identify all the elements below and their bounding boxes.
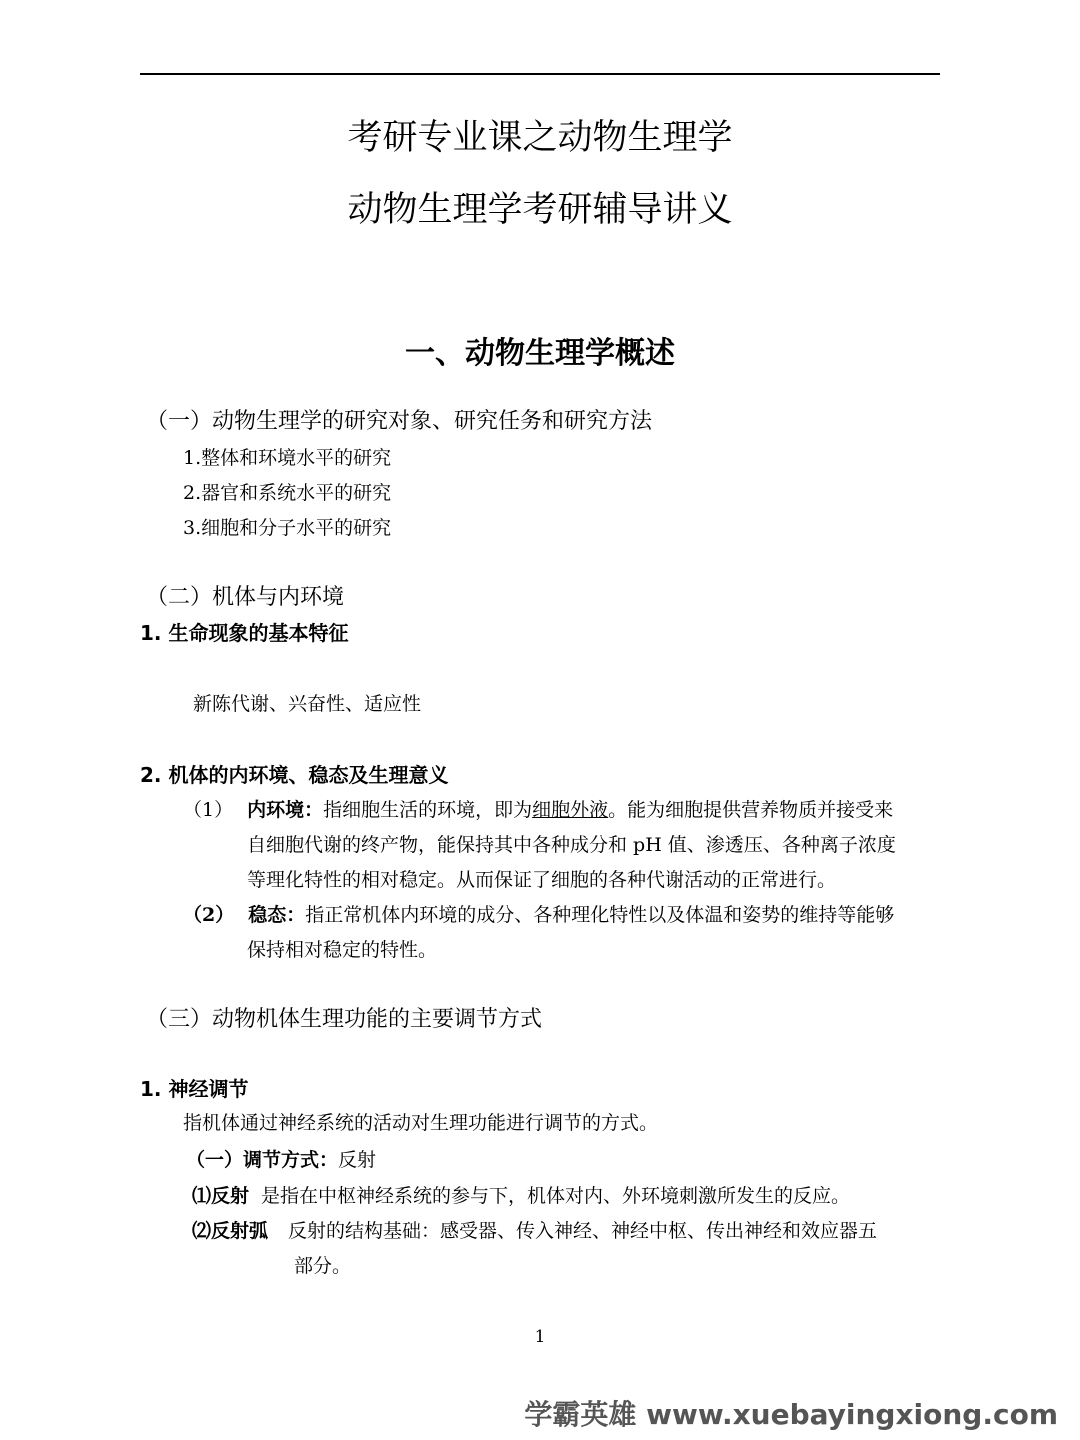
regulation-mode-value: 反射 — [338, 1149, 377, 1171]
reflex-arc-line — [192, 1216, 877, 1243]
section2-sub2-heading: 2. 机体的内环境、稳态及生理意义 — [140, 763, 449, 787]
section1-item-1: 1.整体和环境水平的研究 — [183, 447, 392, 469]
inner-env-line2: 自细胞代谢的终产物，能保持其中各种成分和 pH 值、渗透压、各种离子浓度 — [247, 834, 896, 856]
chapter-title: 一、动物生理学概述 — [405, 336, 675, 371]
inner-env-line3: 等理化特性的相对稳定。从而保证了细胞的各种代谢活动的正常进行。 — [247, 869, 837, 891]
inner-env-term: 内环境： — [247, 799, 324, 821]
regulation-mode-line — [186, 1145, 376, 1172]
reflex-text: 是指在中枢神经系统的参与下，机体对内、外环境刺激所发生的反应。 — [261, 1185, 851, 1207]
section1-item-2: 2.器官和系统水平的研究 — [183, 482, 392, 504]
doc-title-line1: 考研专业课之动物生理学 — [347, 118, 733, 158]
section2-heading: （二）机体与内环境 — [146, 585, 345, 610]
section2-sub1-text: 新陈代谢、兴奋性、适应性 — [193, 693, 422, 715]
neural-regulation-definition: 指机体通过神经系统的活动对生理功能进行调节的方式。 — [183, 1112, 659, 1134]
inner-env-number: （1） — [183, 799, 234, 821]
reflex-arc-label: ⑵反射弧 — [192, 1220, 269, 1242]
homeostasis-term: 稳态： — [248, 904, 306, 926]
homeostasis-number: （2） — [183, 904, 235, 926]
inner-env-item — [183, 795, 893, 822]
reflex-arc-text: 反射的结构基础：感受器、传入神经、神经中枢、传出神经和效应器五 — [288, 1220, 878, 1242]
homeostasis-item — [183, 900, 894, 927]
regulation-mode-label: （一）调节方式： — [186, 1149, 339, 1171]
reflex-line — [192, 1181, 850, 1208]
section1-heading: （一）动物生理学的研究对象、研究任务和研究方法 — [146, 409, 653, 434]
reflex-arc-line2: 部分。 — [294, 1255, 352, 1277]
watermark: 学霸英雄 www.xuebayingxiong.com — [524, 1398, 1058, 1431]
homeostasis-text-a: 指正常机体内环境的成分、各种理化特性以及体温和姿势的维持等能够 — [305, 904, 895, 926]
inner-env-text-b: 。能为细胞提供营养物质并接受来 — [608, 799, 894, 821]
extracellular-fluid-term: 细胞外液 — [532, 799, 609, 821]
section1-item-3: 3.细胞和分子水平的研究 — [183, 517, 392, 539]
inner-env-text-a: 指细胞生活的环境，即为 — [323, 799, 533, 821]
doc-title-line2: 动物生理学考研辅导讲义 — [347, 190, 733, 230]
section3-heading: （三）动物机体生理功能的主要调节方式 — [146, 1007, 543, 1032]
reflex-label: ⑴反射 — [192, 1185, 250, 1207]
homeostasis-line2: 保持相对稳定的特性。 — [247, 939, 438, 961]
section2-sub1-heading: 1. 生命现象的基本特征 — [140, 621, 349, 645]
section3-sub1-heading: 1. 神经调节 — [140, 1077, 249, 1101]
page-number: 1 — [534, 1327, 546, 1347]
header-rule — [140, 73, 940, 75]
